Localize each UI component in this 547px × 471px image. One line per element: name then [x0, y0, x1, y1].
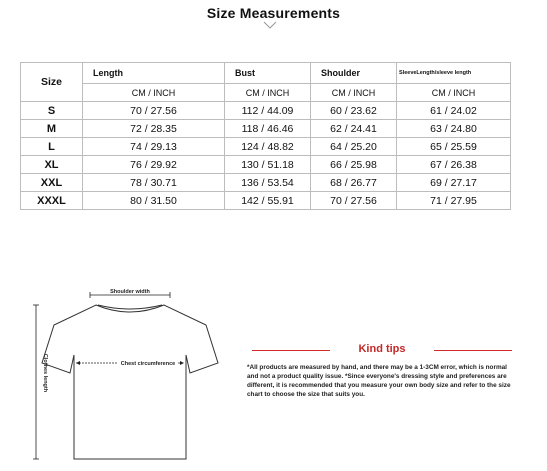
length-cell: 70 / 27.56	[83, 102, 225, 120]
chest-circumference-label: Chest circumference	[120, 361, 176, 367]
shoulder-cell: 64 / 25.20	[311, 138, 397, 156]
sleeve-cell: 65 / 25.59	[397, 138, 511, 156]
sleeve-cell: 61 / 24.02	[397, 102, 511, 120]
kind-tips-body: *All products are measured by hand, and there may be a 1-3CM error, which is normal and not a product quality issue. *Since everyone's dressing style and preferences are different, it is recommended that you measure your own body size and refer to the size chart to choose the size that suits you.	[247, 364, 511, 398]
table-row	[21, 192, 511, 210]
shoulder-cell: 66 / 25.98	[311, 156, 397, 174]
length-cell: 78 / 30.71	[83, 174, 225, 192]
table-row	[21, 138, 511, 156]
sleeve-cell: 71 / 27.95	[397, 192, 511, 210]
size-header: Size	[21, 63, 83, 102]
table-row	[21, 120, 511, 138]
size-cell: L	[21, 138, 83, 156]
bust-cell: 142 / 55.91	[225, 192, 311, 210]
column-header-shoulder: Shoulder	[311, 63, 397, 84]
bust-cell: 118 / 46.46	[225, 120, 311, 138]
length-cell: 74 / 29.13	[83, 138, 225, 156]
size-cell: XL	[21, 156, 83, 174]
length-cell: 72 / 28.35	[83, 120, 225, 138]
kind-tips-title: Kind tips	[358, 343, 406, 355]
table-row	[21, 174, 511, 192]
kind-tips-heading	[252, 343, 512, 357]
sleeve-cell: 69 / 27.17	[397, 174, 511, 192]
shoulder-width-label: Shoulder width	[110, 289, 150, 295]
table-header-row	[21, 63, 511, 84]
size-cell: M	[21, 120, 83, 138]
shoulder-cell: 68 / 26.77	[311, 174, 397, 192]
length-cell: 80 / 31.50	[83, 192, 225, 210]
size-cell: XXXL	[21, 192, 83, 210]
bust-cell: 124 / 48.82	[225, 138, 311, 156]
shoulder-cell: 62 / 24.41	[311, 120, 397, 138]
page-title: Size Measurements	[206, 5, 341, 21]
bust-cell: 130 / 51.18	[225, 156, 311, 174]
size-cell: XXL	[21, 174, 83, 192]
length-cell: 76 / 29.92	[83, 156, 225, 174]
size-chart-table	[20, 62, 511, 210]
tshirt-outline-icon	[42, 305, 218, 459]
bust-cell: 112 / 44.09	[225, 102, 311, 120]
shoulder-cell: 60 / 23.62	[311, 102, 397, 120]
unit-label: CM / INCH	[225, 84, 311, 102]
unit-label: CM / INCH	[83, 84, 225, 102]
table-row	[21, 102, 511, 120]
bust-cell: 136 / 53.54	[225, 174, 311, 192]
column-header-sleeve: SleeveLength/sleeve length	[397, 63, 511, 84]
tshirt-diagram	[30, 283, 230, 468]
shoulder-cell: 70 / 27.56	[311, 192, 397, 210]
chevron-down-icon	[263, 21, 277, 29]
clothes-length-label: Clothes length	[42, 353, 48, 393]
sleeve-cell: 63 / 24.80	[397, 120, 511, 138]
unit-label: CM / INCH	[311, 84, 397, 102]
column-header-length: Length	[83, 63, 225, 84]
sleeve-cell: 67 / 26.38	[397, 156, 511, 174]
column-header-bust: Bust	[225, 63, 311, 84]
unit-label: CM / INCH	[397, 84, 511, 102]
table-unit-row	[21, 84, 511, 102]
size-cell: S	[21, 102, 83, 120]
table-row	[21, 156, 511, 174]
